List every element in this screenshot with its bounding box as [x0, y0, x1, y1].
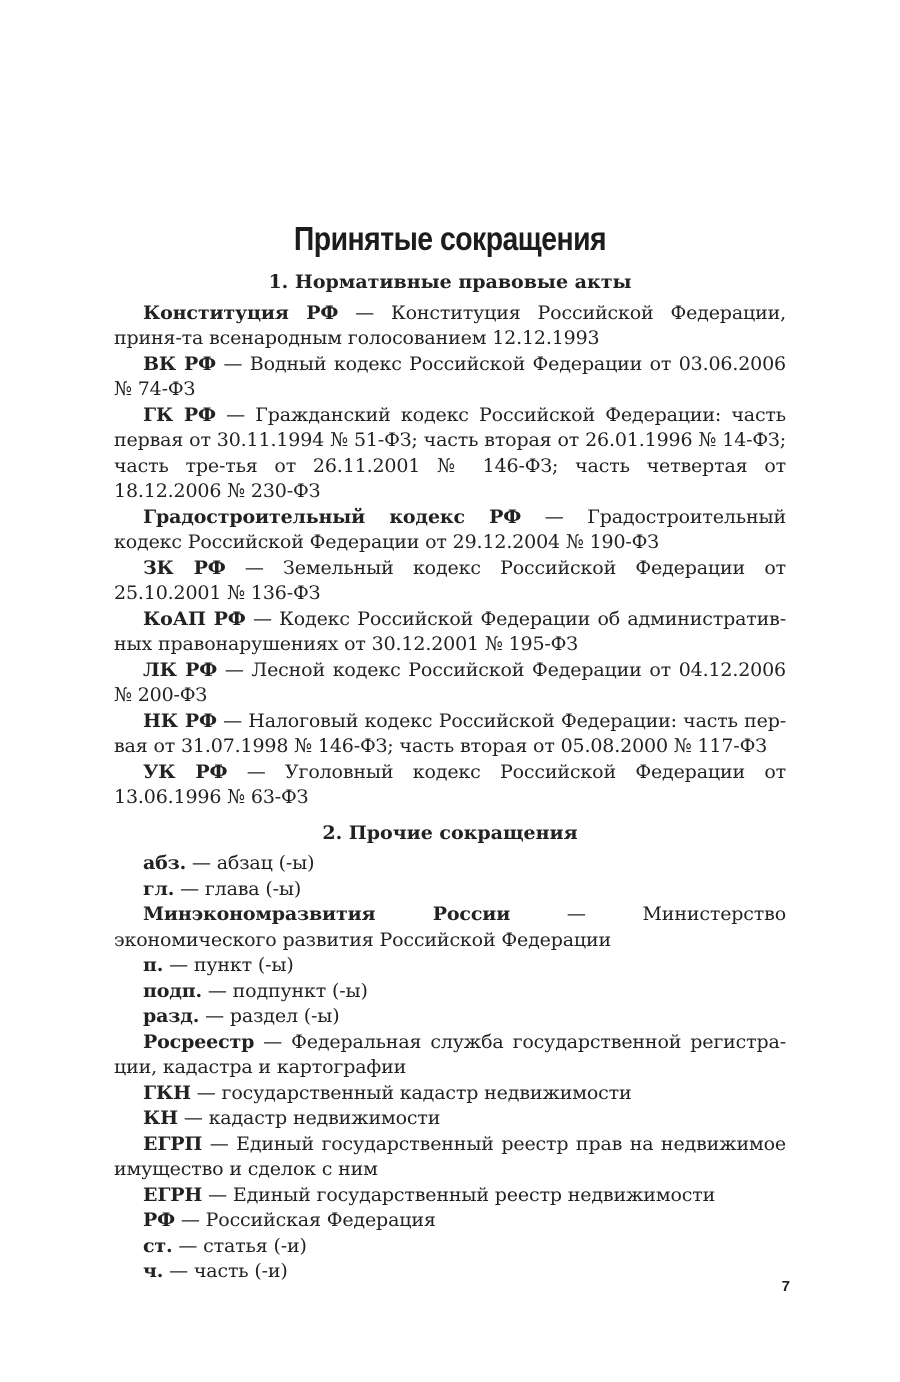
- abbreviation-term: ЛК РФ: [143, 658, 218, 681]
- abbreviation-description: — пункт (-ы): [163, 954, 294, 976]
- abbreviation-term: гл.: [143, 877, 175, 900]
- abbreviation-description: — Федеральная служба государственной регистра-ции, кадастра и картографии: [114, 1030, 786, 1078]
- abbreviation-description: — Министерство экономического развития Российской Федерации: [114, 903, 786, 951]
- abbreviation-term: ГК РФ: [143, 403, 216, 426]
- abbreviation-description: — кадастр недвижимости: [177, 1107, 441, 1129]
- abbreviation-term: ВК РФ: [143, 352, 217, 375]
- abbreviation-entry: [114, 1081, 786, 1107]
- abbreviation-description: — государственный кадастр недвижимости: [190, 1081, 632, 1104]
- abbreviation-term: Конституция РФ: [143, 301, 339, 324]
- abbreviation-term: РФ: [143, 1209, 176, 1231]
- abbreviation-term: ЕГРН: [143, 1183, 203, 1206]
- abbreviation-term: Градостроительный кодекс РФ: [143, 505, 522, 528]
- abbreviation-description: — подпункт (-ы): [202, 979, 368, 1002]
- abbreviation-entry: [114, 1106, 786, 1132]
- abbreviation-entry: [114, 658, 786, 709]
- abbreviation-entry: [114, 607, 786, 658]
- page-number: 7: [781, 1278, 790, 1295]
- abbreviation-description: — Земельный кодекс Российской Федерации от 25.10.2001 № 136-ФЗ: [114, 556, 786, 604]
- abbreviation-description: — абзац (-ы): [186, 852, 315, 874]
- abbreviation-entry: [114, 709, 786, 760]
- abbreviation-entry: [114, 1208, 786, 1234]
- abbreviation-term: ЕГРП: [143, 1132, 203, 1155]
- section-heading: 1. Нормативные правовые акты: [268, 271, 632, 293]
- abbreviation-term: КоАП РФ: [143, 607, 246, 630]
- abbreviation-entry: [114, 1234, 786, 1260]
- abbreviation-term: Росреестр: [143, 1030, 255, 1053]
- abbreviation-description: — Налоговый кодекс Российской Федерации: часть пер-вая от 31.07.1998 № 146-ФЗ; часть вторая от 05.08.2000 № 117-ФЗ: [114, 709, 786, 757]
- abbreviation-term: УК РФ: [143, 760, 228, 783]
- abbreviation-entry: [114, 902, 786, 953]
- abbreviation-description: — Лесной кодекс Российской Федерации от 04.12.2006 № 200-ФЗ: [114, 658, 786, 706]
- abbreviation-entry: [114, 1183, 786, 1209]
- abbreviation-entry: [114, 556, 786, 607]
- abbreviation-description: — Уголовный кодекс Российской Федерации от 13.06.1996 № 63-ФЗ: [114, 760, 786, 808]
- abbreviations-content: [114, 270, 786, 1285]
- abbreviation-description: — Российская Федерация: [175, 1209, 436, 1231]
- abbreviation-description: — Единый государственный реестр недвижимости: [202, 1183, 716, 1206]
- abbreviation-term: НК РФ: [143, 709, 217, 732]
- page-title: Принятые сокращения: [293, 220, 607, 257]
- abbreviation-term: подп.: [143, 979, 203, 1002]
- abbreviation-entry: [114, 953, 786, 979]
- section-other-abbreviations: [114, 821, 786, 1285]
- abbreviation-entry: [114, 851, 786, 877]
- section-legal-acts: [114, 270, 786, 811]
- abbreviation-term: абз.: [143, 852, 187, 874]
- abbreviation-description: — статья (-и): [172, 1234, 307, 1257]
- abbreviation-description: — Градостроительный кодекс Российской Федерации от 29.12.2004 № 190-ФЗ: [114, 505, 786, 553]
- abbreviation-term: разд.: [143, 1005, 200, 1027]
- abbreviation-entry: [114, 403, 786, 505]
- abbreviation-description: — Единый государственный реестр прав на недвижимое имущество и сделок с ним: [114, 1132, 786, 1180]
- abbreviation-term: ЗК РФ: [143, 556, 226, 579]
- abbreviation-term: ч.: [143, 1260, 164, 1282]
- abbreviation-entry: [114, 1259, 786, 1285]
- abbreviation-description: — Конституция Российской Федерации, приня-та всенародным голосованием 12.12.1993: [114, 301, 786, 349]
- abbreviation-term: Минэкономразвития России: [143, 903, 511, 925]
- abbreviation-entry: [114, 1004, 786, 1030]
- abbreviation-term: КН: [143, 1107, 178, 1129]
- abbreviation-description: — глава (-ы): [174, 877, 302, 900]
- abbreviation-entry: [114, 877, 786, 903]
- abbreviation-entry: [114, 1132, 786, 1183]
- abbreviation-description: — Кодекс Российской Федерации об административ-ных правонарушениях от 30.12.2001 № 195-ФЗ: [114, 607, 786, 655]
- abbreviation-description: — Водный кодекс Российской Федерации от 03.06.2006 № 74-ФЗ: [114, 352, 786, 400]
- abbreviation-term: ст.: [143, 1234, 173, 1257]
- abbreviation-term: п.: [143, 954, 164, 976]
- abbreviation-description: — часть (-и): [163, 1260, 288, 1282]
- abbreviation-entry: [114, 979, 786, 1005]
- abbreviation-entry: [114, 760, 786, 811]
- section-heading: 2. Прочие сокращения: [322, 821, 578, 844]
- abbreviation-entry: [114, 352, 786, 403]
- abbreviation-description: — Гражданский кодекс Российской Федерации: часть первая от 30.11.1994 № 51-ФЗ; часть вторая от 26.01.1996 № 14-ФЗ; часть тре-тья от 26.11.2001 № 146-ФЗ; часть четвертая от 18.12.2006 № 230-ФЗ: [114, 403, 786, 502]
- abbreviation-entry: [114, 505, 786, 556]
- abbreviation-entry: [114, 1030, 786, 1081]
- abbreviation-term: ГКН: [143, 1081, 191, 1104]
- abbreviation-description: — раздел (-ы): [199, 1005, 340, 1027]
- abbreviation-entry: [114, 301, 786, 352]
